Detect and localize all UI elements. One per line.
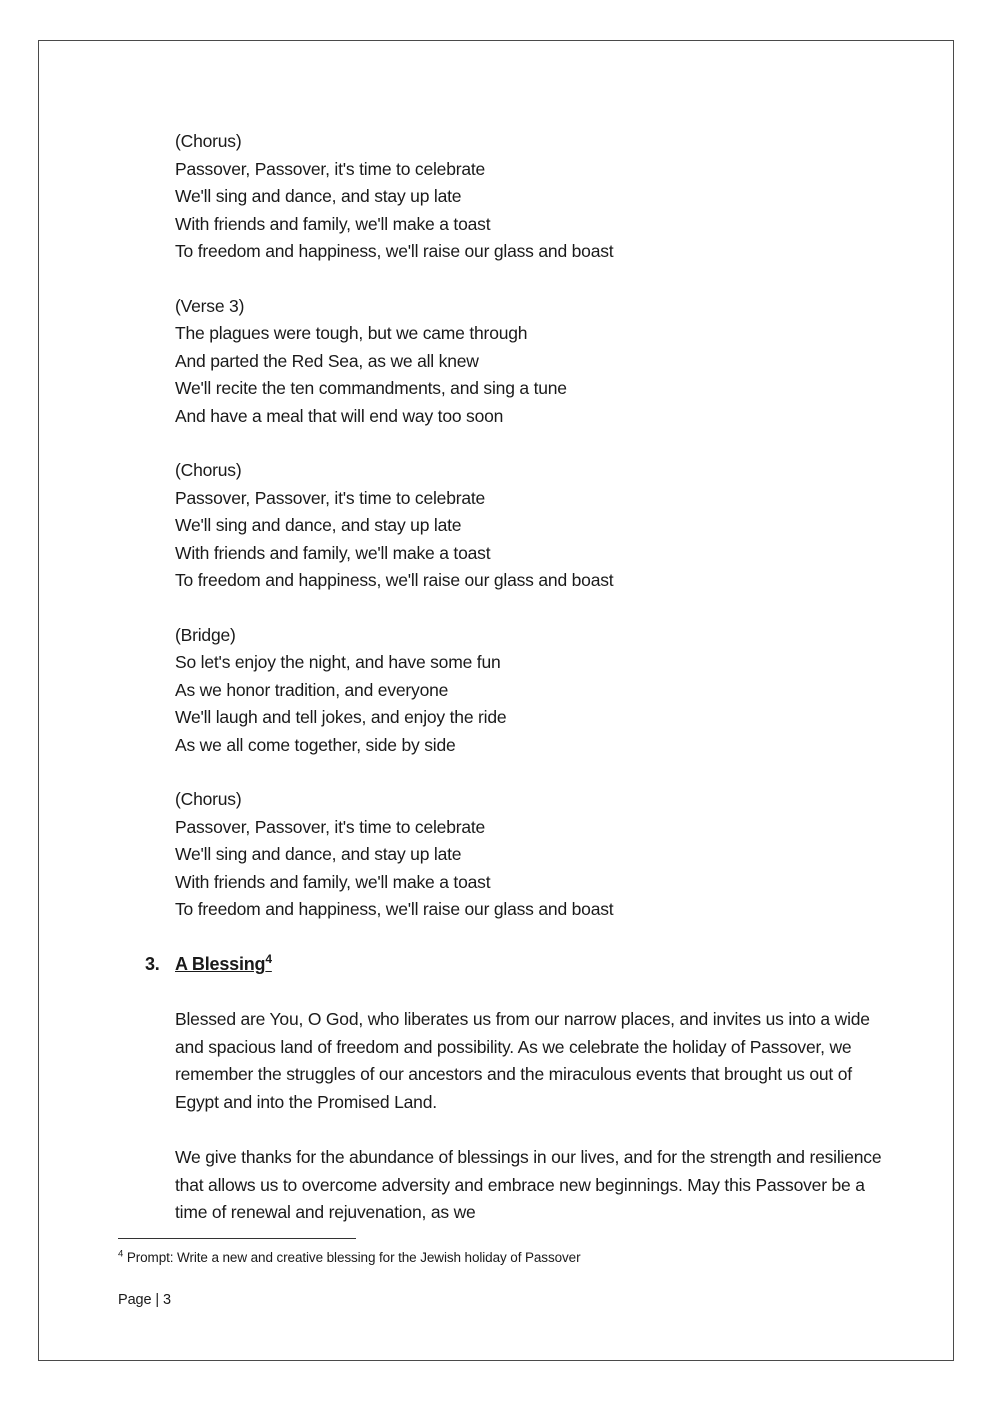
lyric-line: We'll recite the ten commandments, and sing a tune <box>175 378 567 398</box>
document-content <box>145 128 887 1255</box>
lyric-line: To freedom and happiness, we'll raise our glass and boast <box>175 241 614 261</box>
lyric-line: We'll laugh and tell jokes, and enjoy the ride <box>175 707 507 727</box>
lyric-section-chorus-2 <box>175 457 887 595</box>
footnote-area <box>118 1238 888 1267</box>
lyric-line: The plagues were tough, but we came through <box>175 323 528 343</box>
footnote <box>118 1249 888 1267</box>
footnote-marker: 4 <box>118 1248 124 1260</box>
lyric-section-bridge <box>175 622 887 760</box>
section-label: (Chorus) <box>175 789 242 809</box>
lyric-line: And parted the Red Sea, as we all knew <box>175 350 479 371</box>
footnote-text: Prompt: Write a new and creative blessing for the Jewish holiday of Passover <box>126 1250 581 1265</box>
lyric-line: To freedom and happiness, we'll raise our glass and boast <box>175 570 614 590</box>
lyric-line: With friends and family, we'll make a toast <box>175 213 491 234</box>
lyric-line: And have a meal that will end way too soon <box>175 405 504 426</box>
lyric-line: We'll sing and dance, and stay up late <box>175 186 462 206</box>
lyric-line: To freedom and happiness, we'll raise our glass and boast <box>175 899 614 919</box>
lyric-section-verse-3 <box>175 293 887 431</box>
lyric-section-chorus-3 <box>175 786 887 924</box>
lyric-line: With friends and family, we'll make a toast <box>175 542 491 563</box>
lyric-line: We'll sing and dance, and stay up late <box>175 844 462 864</box>
lyric-line: As we honor tradition, and everyone <box>175 679 449 700</box>
lyric-line: Passover, Passover, it's time to celebrate <box>175 816 486 837</box>
blessing-paragraph-2: We give thanks for the abundance of blessings in our lives, and for the strength and resilience that allows us to overcome adversity and embrace new beginnings. May this Passover be a time of renewal and rejuvenation, as we <box>175 1147 882 1222</box>
section-label: (Verse 3) <box>175 295 245 316</box>
lyric-line: Passover, Passover, it's time to celebrate <box>175 158 486 179</box>
lyric-line: Passover, Passover, it's time to celebrate <box>175 487 486 508</box>
section-label: (Bridge) <box>175 624 236 645</box>
section-label: (Chorus) <box>175 131 242 151</box>
heading-title-text: A Blessing <box>175 953 266 974</box>
lyric-section-chorus-1 <box>175 128 887 266</box>
lyric-line: As we all come together, side by side <box>175 734 456 755</box>
section-heading <box>145 951 887 979</box>
lyric-line: So let's enjoy the night, and have some fun <box>175 652 501 672</box>
page-number-footer: Page | 3 <box>118 1292 171 1308</box>
lyric-line: We'll sing and dance, and stay up late <box>175 515 462 535</box>
heading-title <box>175 951 272 979</box>
blessing-paragraph-1: Blessed are You, O God, who liberates us from our narrow places, and invites us into a wide and spacious land of freedom and possibility. As we celebrate the holiday of Passover, we remember the struggles of our ancestors and the miraculous events that brought us out of Egypt and into the Promised Land. <box>175 1009 870 1112</box>
heading-number: 3. <box>145 953 160 974</box>
footnote-separator-line <box>118 1238 356 1239</box>
heading-footnote-reference: 4 <box>265 951 272 966</box>
section-label: (Chorus) <box>175 460 242 480</box>
lyric-line: With friends and family, we'll make a toast <box>175 871 491 892</box>
